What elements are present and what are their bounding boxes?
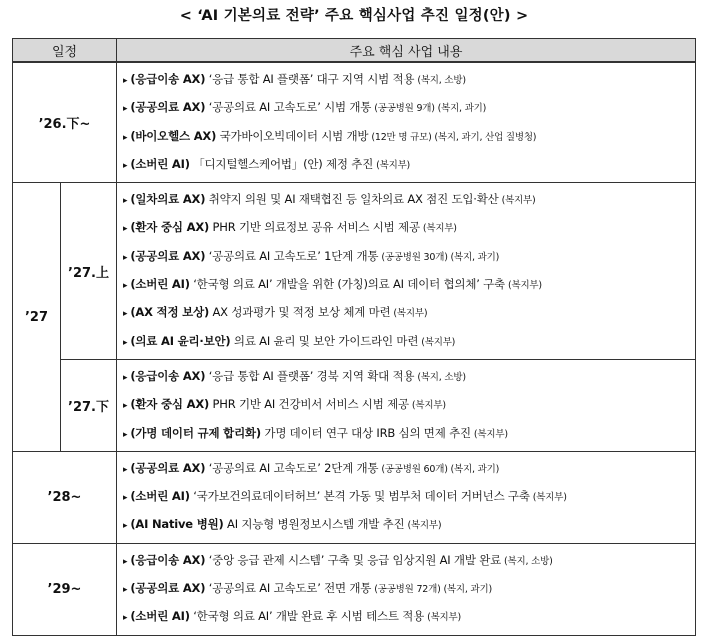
item-text: PHR 기반 의료정보 공유 서비스 시범 제공 xyxy=(209,220,420,235)
triangle-bullet-icon: ▸ xyxy=(123,309,128,320)
list-item xyxy=(123,243,691,271)
item-note: (복지, 소방) xyxy=(504,555,553,567)
item-text: ‘공공의료 AI 고속도로’ 전면 개통 xyxy=(205,581,372,596)
header-schedule: 일정 xyxy=(13,39,117,63)
triangle-bullet-icon: ▸ xyxy=(123,132,128,143)
triangle-bullet-icon: ▸ xyxy=(123,281,128,292)
list-item xyxy=(123,575,691,603)
triangle-bullet-icon: ▸ xyxy=(123,613,128,624)
item-note: (복지부) xyxy=(421,336,456,348)
table-header-row xyxy=(13,39,696,63)
list-item xyxy=(123,299,691,327)
item-category: (공공의료 AX) xyxy=(130,100,206,115)
item-text: ‘공공의료 AI 고속도로’ 1단계 개통 xyxy=(205,248,379,263)
list-item xyxy=(123,151,691,179)
table-row-group-4 xyxy=(13,543,696,635)
item-text: ‘공공의료 AI 고속도로’ 2단계 개통 xyxy=(205,460,379,475)
item-note: (공공병원 60개) (복지, 과기) xyxy=(381,463,500,475)
item-text: ‘응급 통합 AI 플랫폼’ 대구 지역 시범 적용 xyxy=(205,72,415,86)
table-row-group-3 xyxy=(13,451,696,543)
triangle-bullet-icon: ▸ xyxy=(123,252,128,263)
sub-schedule-cell: ’27.下 xyxy=(61,359,117,451)
list-item xyxy=(123,547,691,575)
item-category: (가명 데이터 규제 합리화) xyxy=(130,425,261,440)
list-item xyxy=(123,511,691,539)
item-note: (복지부) xyxy=(532,492,567,504)
item-text: 가명 데이터 연구 대상 IRB 심의 면제 추진 xyxy=(260,425,471,440)
list-item xyxy=(123,328,691,356)
item-category: (공공의료 AX) xyxy=(130,581,206,596)
triangle-bullet-icon: ▸ xyxy=(123,401,128,412)
item-text: ‘한국형 의료 AI’ 개발을 위한 (가칭)의료 AI 데이터 협의체’ 구축 xyxy=(189,277,505,292)
table-row-group-2 xyxy=(13,359,696,451)
triangle-bullet-icon: ▸ xyxy=(123,76,128,86)
triangle-bullet-icon: ▸ xyxy=(123,464,128,475)
item-text: ‘중앙 응급 관제 시스템’ 구축 및 응급 임상지원 AI 개발 완료 xyxy=(205,552,502,567)
item-text: 「디지털헬스케어법」(안) 제정 추진 xyxy=(189,156,374,171)
item-category: (의료 AI 윤리·보안) xyxy=(130,333,231,348)
item-note: (복지, 소방) xyxy=(417,371,466,383)
item-category: (소버린 AI) xyxy=(130,609,190,624)
item-note: (공공병원 30개) (복지, 과기) xyxy=(381,251,500,263)
triangle-bullet-icon: ▸ xyxy=(123,160,128,171)
list-item xyxy=(123,420,691,448)
header-content: 주요 핵심 사업 내용 xyxy=(117,39,696,63)
item-note: (복지부) xyxy=(376,159,411,171)
item-category: (소버린 AI) xyxy=(130,277,190,292)
triangle-bullet-icon: ▸ xyxy=(123,337,128,348)
item-text: 의료 AI 윤리 및 보안 가이드라인 마련 xyxy=(230,333,419,348)
item-note: (복지부) xyxy=(473,428,508,440)
items-cell xyxy=(117,183,696,360)
item-text: 취약지 의원 및 AI 재택협진 등 일차의료 AX 점진 도입·확산 xyxy=(205,192,499,207)
item-category: (소버린 AI) xyxy=(130,156,190,171)
item-category: (AI Native 병원) xyxy=(130,517,224,532)
item-note: (복지부) xyxy=(393,308,428,320)
item-category: (응급이송 AX) xyxy=(130,368,206,383)
item-note: (복지부) xyxy=(507,280,542,292)
item-category: (환자 중심 AX) xyxy=(130,220,210,235)
item-note: (복지부) xyxy=(501,195,536,207)
item-note: (복지부) xyxy=(411,400,446,412)
item-category: (일차의료 AX) xyxy=(130,192,206,207)
list-item xyxy=(123,391,691,419)
triangle-bullet-icon: ▸ xyxy=(123,104,128,115)
list-item xyxy=(123,271,691,299)
item-text: AX 성과평가 및 적정 보상 체계 마련 xyxy=(209,305,391,320)
schedule-cell: ’27 xyxy=(13,183,61,452)
item-note: (복지부) xyxy=(422,223,457,235)
triangle-bullet-icon: ▸ xyxy=(123,372,128,383)
item-category: (응급이송 AX) xyxy=(130,72,206,86)
triangle-bullet-icon: ▸ xyxy=(123,521,128,532)
list-item xyxy=(123,214,691,242)
items-cell xyxy=(117,62,696,183)
item-category: (소버린 AI) xyxy=(130,489,190,504)
item-note: (복지부) xyxy=(407,520,442,532)
list-item xyxy=(123,455,691,483)
list-item xyxy=(123,363,691,391)
items-cell xyxy=(117,359,696,451)
item-category: (응급이송 AX) xyxy=(130,552,206,567)
triangle-bullet-icon: ▸ xyxy=(123,556,128,567)
triangle-bullet-icon: ▸ xyxy=(123,493,128,504)
list-item xyxy=(123,603,691,631)
list-item xyxy=(123,94,691,122)
triangle-bullet-icon: ▸ xyxy=(123,429,128,440)
list-item xyxy=(123,186,691,214)
items-cell xyxy=(117,543,696,635)
item-category: (AX 적정 보상) xyxy=(130,305,210,320)
schedule-cell: ’26.下~ xyxy=(13,62,117,183)
schedule-table xyxy=(12,38,696,636)
item-category: (공공의료 AX) xyxy=(130,460,206,475)
item-note: (복지부) xyxy=(427,612,462,624)
item-note: (12만 명 규모) (복지, 과기, 산업 질병청) xyxy=(371,131,537,143)
item-note: (복지, 소방) xyxy=(417,75,466,86)
list-item xyxy=(123,483,691,511)
list-item xyxy=(123,66,691,94)
table-row-group-0 xyxy=(13,62,696,183)
item-text: PHR 기반 AI 건강비서 서비스 시범 제공 xyxy=(209,397,409,412)
item-text: ‘응급 통합 AI 플랫폼’ 경북 지역 확대 적용 xyxy=(205,368,415,383)
item-text: ‘국가보건의료데이터허브’ 본격 가동 및 범부처 데이터 거버넌스 구축 xyxy=(189,489,530,504)
schedule-cell: ’28~ xyxy=(13,451,117,543)
triangle-bullet-icon: ▸ xyxy=(123,196,128,207)
triangle-bullet-icon: ▸ xyxy=(123,585,128,596)
item-category: (바이오헬스 AX) xyxy=(130,128,217,143)
item-note: (공공병원 72개) (복지, 과기) xyxy=(374,584,493,596)
schedule-cell: ’29~ xyxy=(13,543,117,635)
item-text: 국가바이오빅데이터 시범 개방 xyxy=(216,128,369,143)
table-row-group-1 xyxy=(13,183,696,360)
item-category: (환자 중심 AX) xyxy=(130,397,210,412)
item-text: ‘공공의료 AI 고속도로’ 시범 개통 xyxy=(205,100,372,115)
document-title: < ‘AI 기본의료 전략’ 주요 핵심사업 추진 일정(안) > xyxy=(179,8,529,24)
list-item xyxy=(123,123,691,151)
item-category: (공공의료 AX) xyxy=(130,248,206,263)
item-note: (공공병원 9개) (복지, 과기) xyxy=(374,103,487,115)
item-text: ‘한국형 의료 AI’ 개발 완료 후 시범 테스트 적용 xyxy=(189,609,425,624)
items-cell xyxy=(117,451,696,543)
sub-schedule-cell: ’27.上 xyxy=(61,183,117,360)
item-text: AI 지능형 병원정보시스템 개발 추진 xyxy=(223,517,405,532)
triangle-bullet-icon: ▸ xyxy=(123,224,128,235)
